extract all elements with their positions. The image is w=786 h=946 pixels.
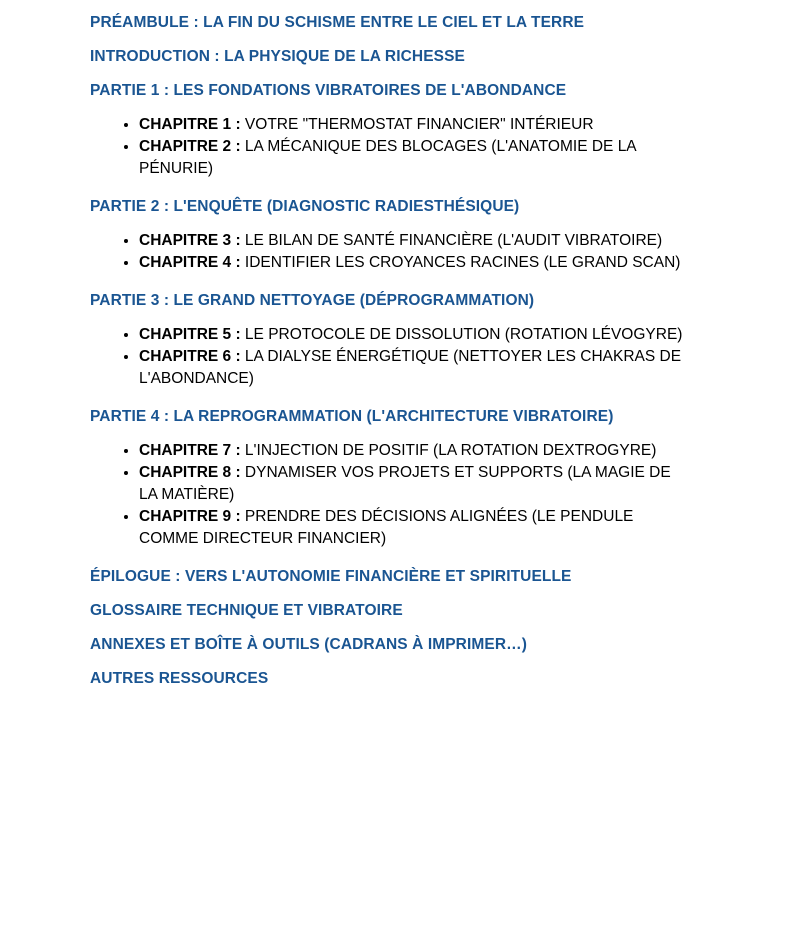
chapter-title: DYNAMISER VOS PROJETS ET SUPPORTS (LA MAGIE DE LA MATIÈRE) bbox=[139, 464, 671, 503]
chapter-title: VOTRE "THERMOSTAT FINANCIER" INTÉRIEUR bbox=[240, 116, 594, 133]
chapter-label: CHAPITRE 2 : bbox=[139, 138, 241, 155]
chapter-list-chapitres-partie-3 bbox=[0, 324, 786, 390]
section-heading-annexes: ANNEXES ET BOÎTE À OUTILS (CADRANS À IMPRIMER…) bbox=[90, 636, 527, 653]
chapter-title: PRENDRE DES DÉCISIONS ALIGNÉES (LE PENDULE COMME DIRECTEUR FINANCIER) bbox=[139, 508, 634, 547]
list-item bbox=[139, 230, 690, 252]
chapter-label: CHAPITRE 3 : bbox=[139, 232, 241, 249]
chapter-title: LE PROTOCOLE DE DISSOLUTION (ROTATION LÉVOGYRE) bbox=[240, 326, 683, 343]
section-heading-partie-2: PARTIE 2 : L'ENQUÊTE (DIAGNOSTIC RADIESTHÉSIQUE) bbox=[90, 198, 520, 215]
list-item bbox=[139, 440, 690, 462]
chapter-label: CHAPITRE 8 : bbox=[139, 464, 241, 481]
section-heading-epilogue: ÉPILOGUE : VERS L'AUTONOMIE FINANCIÈRE ET SPIRITUELLE bbox=[90, 568, 572, 585]
chapter-title: IDENTIFIER LES CROYANCES RACINES (LE GRAND SCAN) bbox=[240, 254, 681, 271]
section-heading-introduction: INTRODUCTION : LA PHYSIQUE DE LA RICHESSE bbox=[90, 48, 465, 65]
section-heading-preambule: PRÉAMBULE : LA FIN DU SCHISME ENTRE LE CIEL ET LA TERRE bbox=[90, 14, 585, 31]
chapter-title: LA DIALYSE ÉNERGÉTIQUE (NETTOYER LES CHAKRAS DE L'ABONDANCE) bbox=[139, 348, 682, 387]
section-heading-partie-4: PARTIE 4 : LA REPROGRAMMATION (L'ARCHITECTURE VIBRATOIRE) bbox=[90, 408, 614, 425]
list-item bbox=[139, 136, 690, 180]
list-item bbox=[139, 506, 690, 550]
list-item bbox=[139, 346, 690, 390]
list-item bbox=[139, 252, 690, 274]
chapter-title: L'INJECTION DE POSITIF (LA ROTATION DEXTROGYRE) bbox=[240, 442, 657, 459]
chapter-list-chapitres-partie-4 bbox=[0, 440, 786, 550]
chapter-label: CHAPITRE 7 : bbox=[139, 442, 241, 459]
chapter-list-chapitres-partie-1 bbox=[0, 114, 786, 180]
chapter-label: CHAPITRE 1 : bbox=[139, 116, 241, 133]
section-heading-glossaire: GLOSSAIRE TECHNIQUE ET VIBRATOIRE bbox=[90, 602, 403, 619]
chapter-list-chapitres-partie-2 bbox=[0, 230, 786, 274]
chapter-label: CHAPITRE 4 : bbox=[139, 254, 241, 271]
chapter-label: CHAPITRE 9 : bbox=[139, 508, 241, 525]
chapter-title: LA MÉCANIQUE DES BLOCAGES (L'ANATOMIE DE LA PÉNURIE) bbox=[139, 138, 636, 177]
section-heading-partie-3: PARTIE 3 : LE GRAND NETTOYAGE (DÉPROGRAMMATION) bbox=[90, 292, 535, 309]
list-item bbox=[139, 324, 690, 346]
section-heading-autres-ressources: AUTRES RESSOURCES bbox=[90, 670, 269, 687]
chapter-label: CHAPITRE 5 : bbox=[139, 326, 241, 343]
section-heading-partie-1: PARTIE 1 : LES FONDATIONS VIBRATOIRES DE L'ABONDANCE bbox=[90, 82, 567, 99]
list-item bbox=[139, 462, 690, 506]
chapter-label: CHAPITRE 6 : bbox=[139, 348, 241, 365]
list-item bbox=[139, 114, 690, 136]
chapter-title: LE BILAN DE SANTÉ FINANCIÈRE (L'AUDIT VIBRATOIRE) bbox=[240, 232, 663, 249]
